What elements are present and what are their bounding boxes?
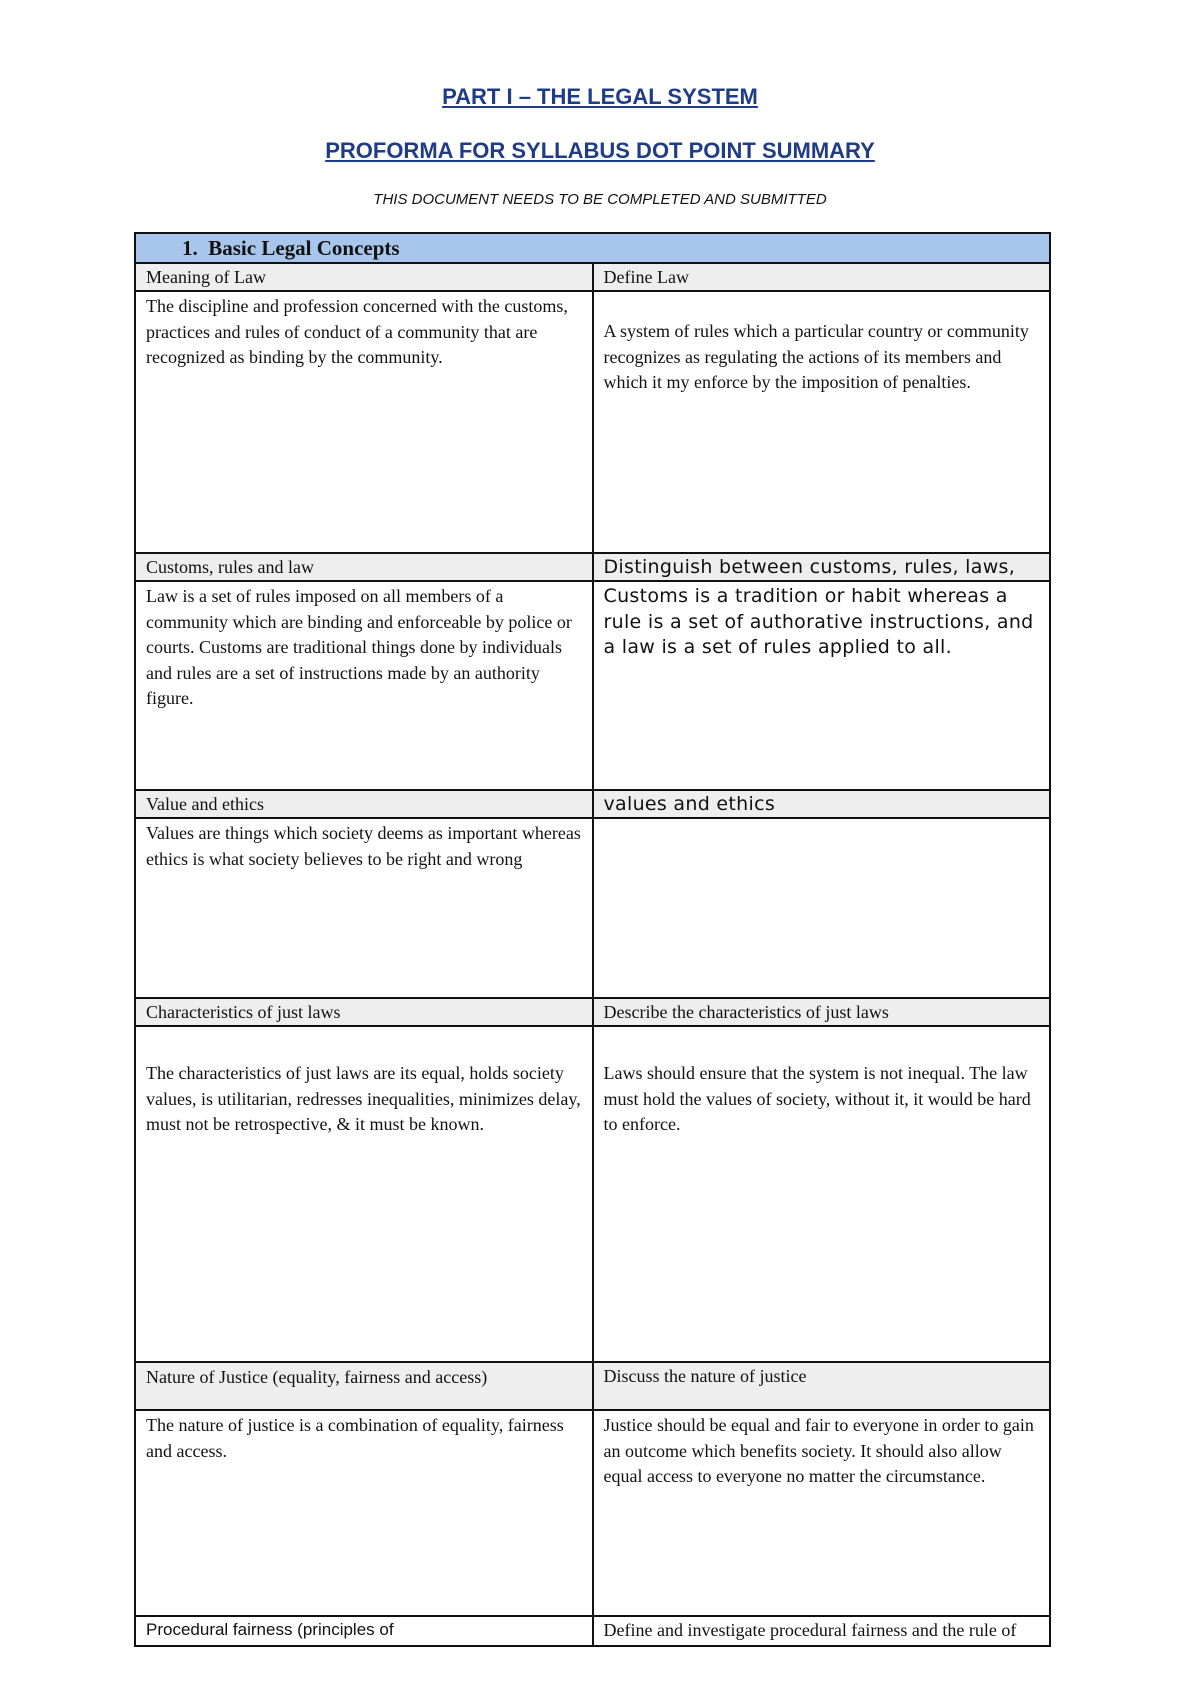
task-label: Define and investigate procedural fairness and the rule of [593, 1616, 1051, 1646]
syllabus-table [134, 232, 1051, 1647]
label-row [135, 1616, 1050, 1646]
answer-cell-left[interactable]: The characteristics of just laws are its equal, holds society values, is utilitarian, redresses inequalities, minimizes delay, must not be retrospective, & it must be known. [135, 1026, 593, 1362]
label-row [135, 263, 1050, 291]
answer-cell-right[interactable]: Justice should be equal and fair to everyone in order to gain an outcome which benefits society. It should also allow equal access to everyone no matter the circumstance. [593, 1410, 1051, 1616]
answer-cell-right[interactable]: Customs is a tradition or habit whereas a rule is a set of authorative instructions, and a law is a set of rules applied to all. [593, 581, 1051, 790]
label-row [135, 553, 1050, 581]
section-title: Basic Legal Concepts [208, 236, 400, 260]
answer-cell-left[interactable]: Law is a set of rules imposed on all members of a community which are binding and enforceable by police or courts. Customs are traditional things done by individuals and rules are a set of instructions made by an authority figure. [135, 581, 593, 790]
task-label: Discuss the nature of justice [593, 1362, 1051, 1410]
section-number: 1. [182, 236, 198, 260]
section-header-row [135, 233, 1050, 263]
label-row [135, 998, 1050, 1026]
task-label: Describe the characteristics of just laws [593, 998, 1051, 1026]
task-label: Distinguish between customs, rules, laws, [593, 553, 1051, 581]
topic-label: Customs, rules and law [135, 553, 593, 581]
label-row [135, 1362, 1050, 1410]
task-label: Define Law [593, 263, 1051, 291]
answer-cell-right[interactable]: Laws should ensure that the system is not inequal. The law must hold the values of society, without it, it would be hard to enforce. [593, 1026, 1051, 1362]
answer-cell-left[interactable]: The nature of justice is a combination of equality, fairness and access. [135, 1410, 593, 1616]
topic-label: Characteristics of just laws [135, 998, 593, 1026]
topic-label: Nature of Justice (equality, fairness and access) [135, 1362, 593, 1410]
answer-cell-right[interactable] [593, 818, 1051, 998]
answer-row [135, 818, 1050, 998]
topic-label: Meaning of Law [135, 263, 593, 291]
answer-row [135, 1026, 1050, 1362]
label-row [135, 790, 1050, 818]
answer-cell-right[interactable]: A system of rules which a particular country or community recognizes as regulating the actions of its members and which it my enforce by the imposition of penalties. [593, 291, 1051, 553]
page-title: PART I – THE LEGAL SYSTEM [442, 84, 758, 109]
topic-label: Value and ethics [135, 790, 593, 818]
answer-row [135, 291, 1050, 553]
answer-row [135, 1410, 1050, 1616]
answer-row [135, 581, 1050, 790]
answer-cell-left[interactable]: The discipline and profession concerned with the customs, practices and rules of conduct of a community that are recognized as binding by the community. [135, 291, 593, 553]
task-label: values and ethics [593, 790, 1051, 818]
instruction-text: THIS DOCUMENT NEEDS TO BE COMPLETED AND SUBMITTED [373, 191, 827, 208]
document-subtitle: PROFORMA FOR SYLLABUS DOT POINT SUMMARY [325, 138, 875, 163]
section-header [135, 233, 1050, 263]
topic-label: Procedural fairness (principles of [135, 1616, 593, 1646]
answer-cell-left[interactable]: Values are things which society deems as important whereas ethics is what society believes to be right and wrong [135, 818, 593, 998]
